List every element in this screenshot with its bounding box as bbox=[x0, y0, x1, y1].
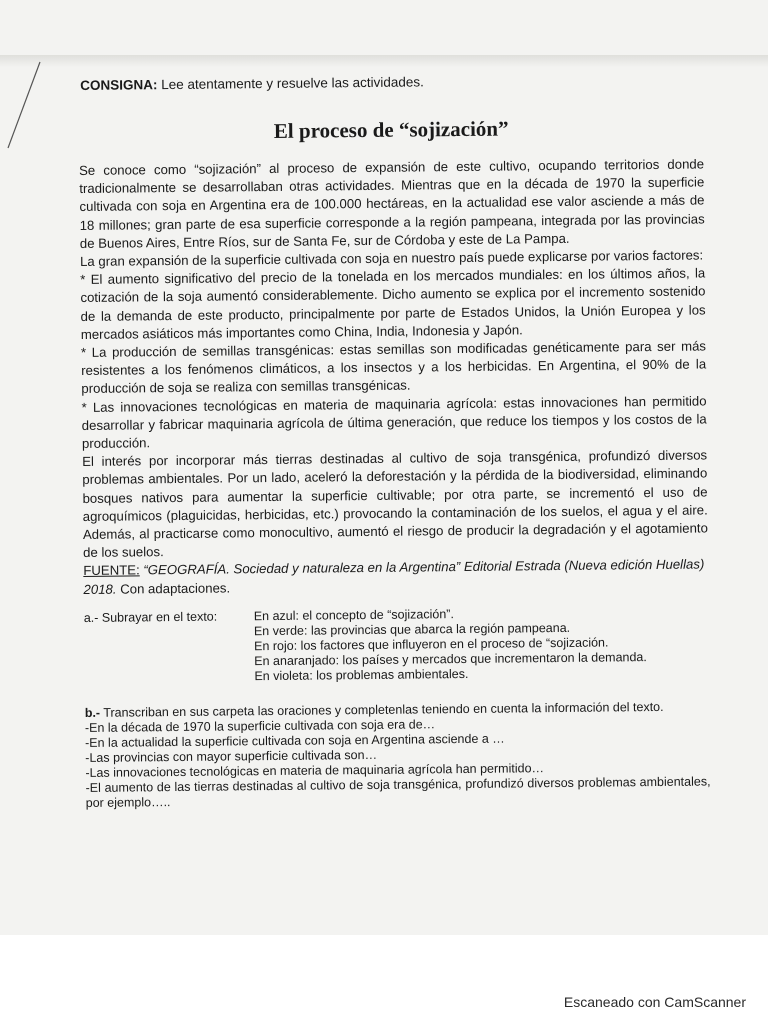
document-title: El proceso de “sojización” bbox=[273, 116, 509, 143]
activity-b-item: -Las innovaciones tecnológicas en materia de maquinaria agrícola han permitido… bbox=[85, 761, 545, 780]
instruction-line bbox=[80, 71, 703, 93]
activity-b-label: b.- bbox=[84, 705, 101, 720]
document-body bbox=[78, 59, 711, 810]
instruction-text: Lee atentamente y resuelve las actividades. bbox=[157, 74, 424, 93]
paragraph-intro: Se conoce como “sojización” al proceso de expansión de este cultivo, ocupando territorios donde tradicionalmente se desarrollaban otras actividades. Mientras que en la década de 1970 la superficie cultivada con soja en Argentina era de 100.000 hectáreas, en la actualidad ese valor asciende a más de 18 millones; gran parte de esa superficie corresponde a la región pampeana, integrada por las provincias de Buenos Aires, Entre Ríos, sur de Santa Fe, sur de Córdoba y este de La Pampa. bbox=[79, 156, 705, 251]
activity-a-item: En violeta: los problemas ambientales. bbox=[254, 666, 469, 684]
paragraph-factor-machinery: * Las innovaciones tecnológicas en materia de maquinaria agrícola: estas innovaciones han permitido desarrollar y fabricar maquinaria agrícola de última generación, que reduce los tiempos y los costos de la producción. bbox=[81, 393, 707, 452]
activity-a-item: En verde: las provincias que abarca la región pampeana. bbox=[253, 620, 571, 639]
instruction-label: CONSIGNA: bbox=[80, 77, 158, 93]
paragraph-environmental: El interés por incorporar más tierras destinadas al cultivo de soja transgénica, profundizó diversos problemas ambientales. Por un lado, aceleró la deforestación y la pérdida de la biodiversidad, eliminando bosques nativos para aumentar la superficie cultivable; por otra parte, se incrementó el uso de agroquímicos (plaguicidas, herbicidas, etc.) provocando la contaminación de los suelos, el agua y el aire. Además, al practicarse como monocultivo, aumentó el riesgo de producir la degradación y el agotamiento de los suelos. bbox=[82, 447, 708, 561]
scanner-watermark: Escaneado con CamScanner bbox=[563, 994, 746, 1010]
page-fold-mark bbox=[2, 60, 42, 150]
activity-b-item: -En la actualidad la superficie cultivada con soja en Argentina asciende a … bbox=[85, 731, 505, 750]
source-citation bbox=[83, 556, 708, 599]
paragraph-factor-seeds: * La producción de semillas transgénicas: estas semillas son modificadas genéticamente para ser más resistentes a los fenómenos climáticos, a los insectos y a los herbicidas. En Argentina, el 90% de la producción de soja se realiza con semillas transgénicas. bbox=[80, 338, 707, 397]
activity-b-item: -El aumento de las tierras destinadas al cultivo de soja transgénica, profundizó diversos problemas ambientales, por ejemplo….. bbox=[85, 774, 711, 810]
activity-b-text: Transcriban en sus carpeta las oraciones y completenlas teniendo en cuenta la información del texto. bbox=[99, 699, 664, 720]
activity-a-label: a.- Subrayar en el texto: bbox=[83, 609, 218, 625]
activity-a-item: En anaranjado: los países y mercados que incrementaron la demanda. bbox=[254, 649, 647, 669]
source-reference: “GEOGRAFÍA. Sociedad y naturaleza en la Argentina” Editorial Estrada (Nueva edición Huellas) 2018. bbox=[83, 556, 705, 597]
paragraph-factor-price: * El aumento significativo del precio de la tonelada en los mercados mundiales: en los últimos años, la cotización de la soja aumentó considerablemente. Dicho aumento se explica por el incremento sostenido de la demanda de este producto, principalmente por parte de Estados Unidos, la Unión Europea y los mercados asiáticos más importantes como China, India, Indonesia y Japón. bbox=[80, 265, 706, 342]
activity-a bbox=[84, 604, 710, 686]
source-label: FUENTE: bbox=[83, 562, 140, 579]
source-note: Con adaptaciones. bbox=[116, 580, 231, 597]
paragraph-factors-intro: La gran expansión de la superficie cultivada con soja en nuestro país puede explicarse por varios factores: bbox=[79, 247, 704, 270]
activity-a-item: En azul: el concepto de “sojización”. bbox=[253, 606, 454, 624]
activity-b-item: -En la década de 1970 la superficie cultivada con soja era de… bbox=[84, 717, 436, 735]
activity-b bbox=[85, 699, 711, 811]
activity-a-item: En rojo: los factores que influyeron en el proceso de “sojización. bbox=[254, 635, 609, 654]
activity-a-list bbox=[254, 605, 647, 684]
activity-b-item: -Las provincias con mayor superficie cultivada son… bbox=[85, 747, 378, 765]
